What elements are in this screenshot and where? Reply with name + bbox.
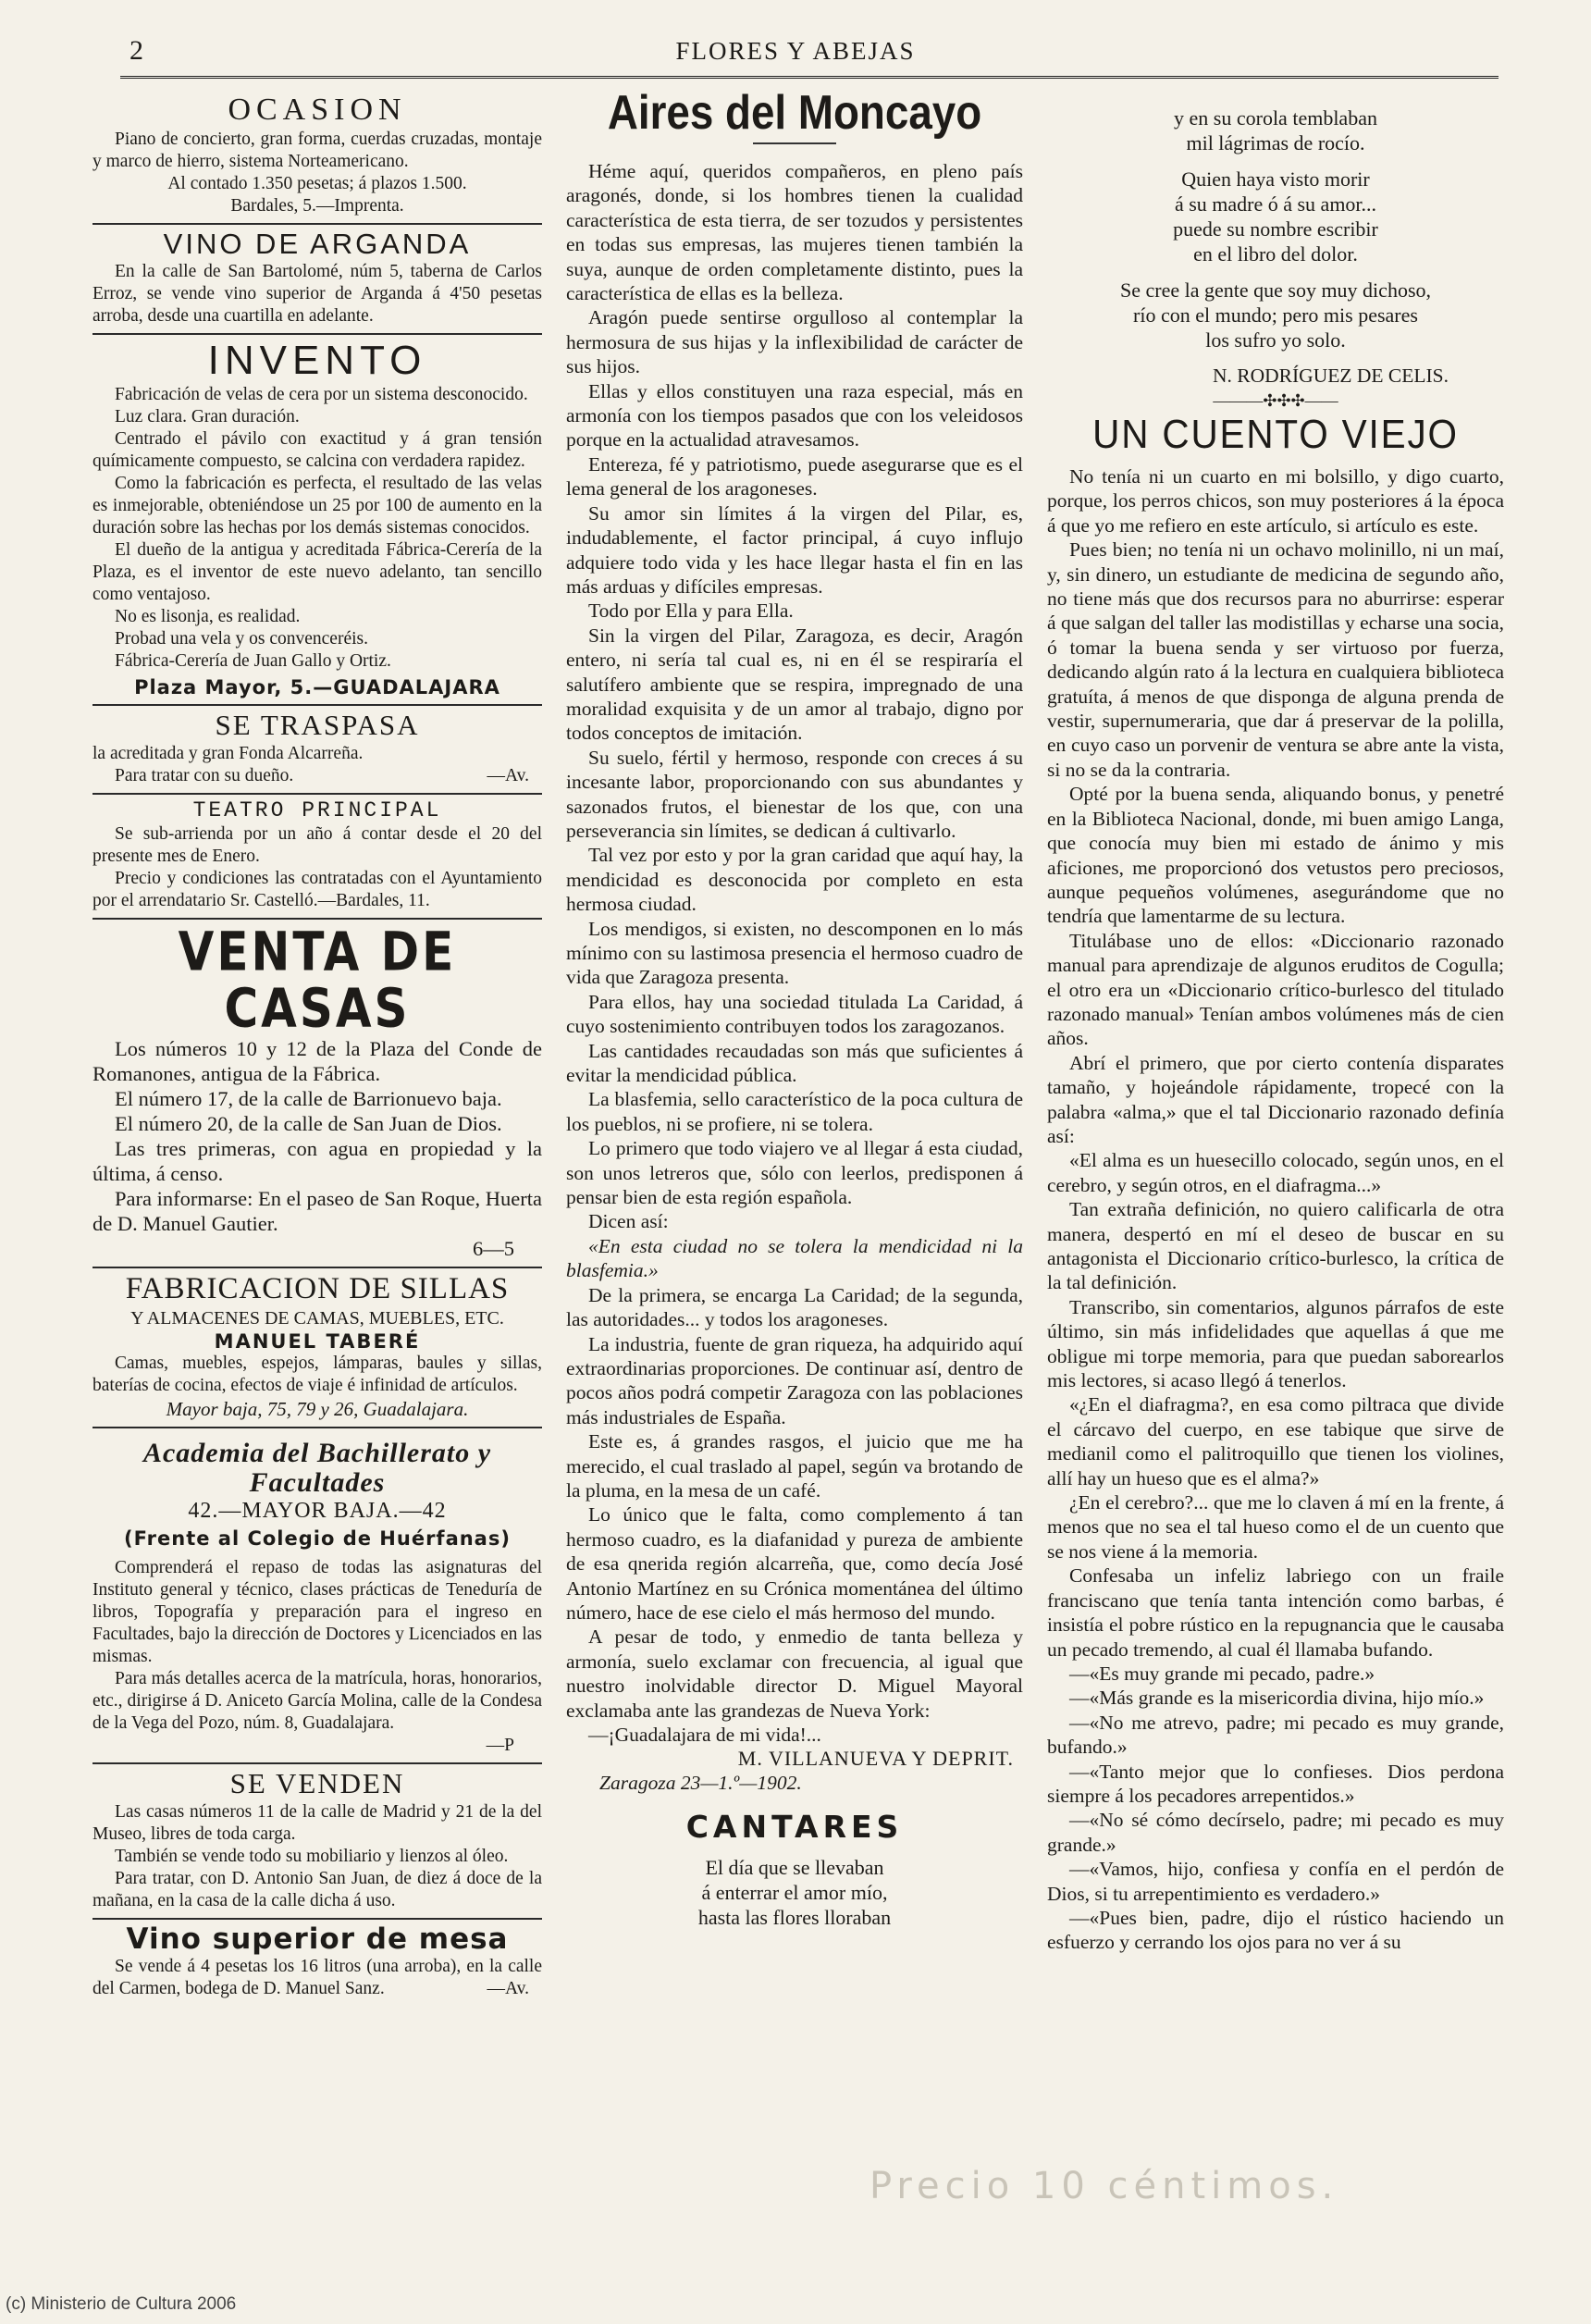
article-date: Zaragoza 23—1.º—1902. — [599, 1772, 802, 1795]
ad-text: la acreditada y gran Fonda Alcarreña. — [92, 743, 364, 763]
story-paragraph: —«Más grande es la misericordia divina, hijo mío.» — [1069, 1687, 1485, 1710]
ad-text: Centrado el pávilo con exactitud y á gran tensión químicamente compuesto, se calcina con verdadera rapidez. — [92, 429, 542, 472]
ad-text: En la calle de San Bartolomé, núm 5, taberna de Carlos Erroz, se vende vino superior de Arganda á 4'50 pesetas arroba, desde una cuartilla en adelante. — [92, 262, 542, 327]
story-paragraph: —«Pues bien, padre, dijo el rústico haciendo un esfuerzo y cerrando los ojos para no ver á su — [1047, 1906, 1504, 1954]
poem-line: puede su nombre escribir — [1173, 217, 1378, 241]
article-paragraph: Para ellos, hay una sociedad titulada La Caridad, á cuyo sostenimiento contribuyen todos los zaragozanos. — [566, 990, 1023, 1038]
ad-signature: —P — [486, 1736, 514, 1755]
ad-title: FABRICACION DE SILLAS — [125, 1272, 510, 1306]
ad-text: El número 17, de la calle de Barrionuevo baja. — [115, 1087, 502, 1111]
ad-title: Vino superior de mesa — [126, 1922, 509, 1956]
ad-ocasion — [92, 89, 542, 225]
story-paragraph: Titulábase uno de ellos: «Diccionario razonado manual para aprendizaje de algunos eruditos de Cogulla; el otro era un «Diccionario crítico-burlesco del titulado razonado manual» Tenían ambos volúmenes más de cien años. — [1047, 929, 1504, 1050]
copyright-footer: (c) Ministerio de Cultura 2006 — [6, 2294, 237, 2314]
ad-text: Para más detalles acerca de la matrícula, horas, honorarios, etc., dirigirse á D. Aniceto García Molina, calle de la Condesa de la Vega del Pozo, núm. 8, Guadalajara. — [92, 1669, 542, 1733]
ad-venden — [92, 1764, 542, 1920]
article-paragraph: Entereza, fé y patriotismo, puede asegurarse que es el lema general de los aragoneses. — [566, 452, 1023, 501]
ad-text: El número 20, de la calle de San Juan de Dios. — [115, 1112, 502, 1136]
story-column — [1047, 89, 1504, 1955]
article-title: Aires del Moncayo — [607, 86, 982, 140]
ad-text: Bardales, 5.—Imprenta. — [230, 195, 404, 216]
story-paragraph: —«Es muy grande mi pecado, padre.» — [1069, 1662, 1375, 1685]
ad-signature: —Av. — [487, 765, 529, 785]
article-paragraph: Tal vez por esto y por la gran caridad que aquí hay, la mendicidad es desconocida por completo en esta hermosa ciudad. — [566, 844, 1023, 916]
story-paragraph: —«Vamos, hijo, confiesa y confía en el perdón de Dios, si tu arrepentimiento es verdadero.» — [1047, 1858, 1504, 1905]
story-paragraph: «¿En el diafragma?, en esa como piltraca que divide el cárcavo del cuerpo, en ese tabique que sirve de medianil como el palitroquillo que tienen los violines, allí hay un hueso que es el alma?» — [1047, 1393, 1504, 1490]
ad-text-body: Se vende á 4 pesetas los 16 litros (una arroba), en la calle del Carmen, bodega de D. Manuel Sanz. — [92, 1957, 542, 1999]
ads-column — [92, 89, 542, 2006]
article-paragraph: Dicen así: — [588, 1210, 669, 1233]
story-paragraph: Confesaba un infeliz labriego con un fraile franciscano que tenía tanta intención como barbas, é insistía el pobre rústico en la repugnancia que le causaba un pecado tremendo, al cual él llamaba bufando. — [1047, 1564, 1504, 1661]
ad-text: Al contado 1.350 pesetas; á plazos 1.500. — [167, 173, 467, 193]
ad-address: Mayor baja, 75, 79 y 26, Guadalajara. — [166, 1397, 469, 1420]
ad-sillas — [92, 1268, 542, 1428]
ad-text: Camas, muebles, espejos, lámparas, baules y sillas, baterías de cocina, efectos de viaje é infinidad de artículos. — [92, 1353, 542, 1395]
ad-invento — [92, 335, 542, 706]
article-column — [566, 86, 1023, 1941]
title-rule — [753, 142, 836, 144]
ad-text: También se vende todo su mobiliario y lienzos al óleo. — [115, 1846, 509, 1866]
article-paragraph: A pesar de todo, y enmedio de tanta belleza y armonía, suelo exclamar con frecuencia, al igual que nuestro inolvidable director D. Miguel Mayoral exclamaba ante las grandezas de Nueva York: — [566, 1626, 1023, 1722]
page-title: FLORES Y ABEJAS — [675, 37, 916, 65]
ad-title: VINO DE ARGANDA — [163, 227, 472, 260]
ad-text: Como la fabricación es perfecta, el resultado de las velas es inmejorable, obteniéndose un 25 por 100 de aumento en la duración sobre las hechas por los demás sistemas conocidos. — [92, 474, 542, 538]
article-paragraph: La industria, fuente de gran riqueza, ha adquirido aquí extraordinarias proporciones. De continuar así, dentro de pocos años podrá competir Zaragoza con las poblaciones más industriales de España. — [566, 1332, 1023, 1428]
poem-stanza — [566, 1855, 1023, 1930]
ad-teatro — [92, 795, 542, 920]
article-paragraph: La blasfemia, sello característico de la poca cultura de los pueblos, ni se profiere, ni se tolera. — [566, 1088, 1023, 1135]
cantares-title: CANTARES — [685, 1809, 904, 1846]
ad-text: Los números 10 y 12 de la Plaza del Conde de Romanones, antigua de la Fábrica. — [92, 1037, 542, 1086]
ad-text: Para informarse: En el paseo de San Roque, Huerta de D. Manuel Gautier. — [92, 1187, 542, 1236]
article-quote: «En esta ciudad no se tolera la mendicidad ni la blasfemia.» — [566, 1234, 1023, 1282]
article-paragraph: Su suelo, fértil y hermoso, responde con creces á su incesante labor, proporcionando con sus abundantes y sazonados frutos, el bienestar de los que, con una perseverancia sin límites, se dedican á cultivarlo. — [566, 746, 1023, 842]
running-head — [130, 35, 1462, 68]
ad-signature: —Av. — [487, 1979, 529, 1999]
article-paragraph: Las cantidades recaudadas son más que suficientes á evitar la mendicidad pública. — [566, 1039, 1023, 1087]
article-paragraph: Sin la virgen del Pilar, Zaragoza, es decir, Aragón entero, ni sería tal cual es, ni en él se respiraría el salutífero ambiente que se respira, impregnado de una moralidad exquisita y de un amor al trabajo, digno por todos conceptos de imitación. — [566, 624, 1023, 745]
ad-text — [92, 765, 542, 787]
story-paragraph: Transcribo, sin comentarios, algunos párrafos de este último, sin más infidelidades que aquellas á que me obligue mi torpe memoria, para que puedan saborearlos mis lectores, si acaso llegó á tenerlos. — [1047, 1295, 1504, 1392]
ad-address: Plaza Mayor, 5.—GUADALAJARA — [134, 676, 500, 699]
poem-line: mil lágrimas de rocío. — [1186, 131, 1365, 155]
ad-traspasa — [92, 706, 542, 795]
poem-line: á su madre ó á su amor... — [1174, 192, 1377, 216]
story-paragraph: Abrí el primero, que por cierto contenía disparates tamaño, y hojeándole rápidamente, tropecé con la palabra «alma,» que el tal Diccionario razonado definía así: — [1047, 1051, 1504, 1147]
ad-title: VENTA DE CASAS — [178, 921, 457, 1039]
poem-stanza — [1047, 105, 1504, 155]
poem-line: Se cree la gente que soy muy dichoso, — [1119, 278, 1431, 302]
ad-vino-arganda — [92, 225, 542, 336]
ad-venta-casas — [92, 920, 542, 1268]
article-paragraph: Los mendigos, si existen, no descomponen en lo más mínimo con su lastimosa presencia el hermoso cuadro de vida que Zaragoza presenta. — [566, 917, 1023, 989]
story-paragraph: —«Tanto mejor que lo confieses. Dios perdona siempre á los pecadores arrepentidos.» — [1047, 1760, 1504, 1807]
article-paragraph: Aragón puede sentirse orgulloso al contemplar la hermosura de sus hijas y la inflexibilidad de carácter de sus hijos. — [566, 306, 1023, 378]
story-paragraph: No tenía ni un cuarto en mi bolsillo, y digo cuarto, porque, los perros chicos, son muy posteriores á la época á que yo me refiero en este artículo, si artículo es este. — [1047, 465, 1504, 537]
story-title: UN CUENTO VIEJO — [1092, 412, 1459, 457]
ad-title: TEATRO PRINCIPAL — [192, 797, 442, 822]
ad-text: El dueño de la antigua y acreditada Fábrica-Cerería de la Plaza, es el inventor de este nuevo adelanto, tan sencillo como ventajoso. — [92, 540, 542, 605]
poem-line: á enterrar el amor mío, — [701, 1881, 888, 1905]
ad-text: Se sub-arrienda por un año á contar desde el 20 del presente mes de Enero. — [92, 824, 542, 867]
poem-stanza — [1047, 167, 1504, 266]
ad-text: Probad una vela y os convenceréis. — [115, 629, 368, 649]
story-paragraph: Opté por la buena senda, aliquando bonus, y penetré en la Biblioteca Nacional, donde, mi buen amigo Langa, que conocía muy bien mi estado de ánimo y mis aficiones, me proporcionó dos vetustos pero preciosos, aunque pequeños volúmenes, asegurándome que no tendría que lamentarme de su lectura. — [1047, 783, 1504, 928]
article-paragraph: De la primera, se encarga La Caridad; de la segunda, las autoridades... y todos los aragoneses. — [566, 1283, 1023, 1331]
ad-code: 6—5 — [473, 1237, 514, 1261]
story-paragraph: Tan extraña definición, no quiero calificarla de otra manera, despertó en mí el deseo de buscar en su antagonista el Diccionario crítico-burlesco, la crítica de la tal definición. — [1047, 1198, 1504, 1294]
poem-line: en el libro del dolor. — [1193, 242, 1358, 266]
ad-subtitle: Y ALMACENES DE CAMAS, MUEBLES, ETC. — [130, 1307, 504, 1329]
article-paragraph: Este es, á grandes rasgos, el juicio que me ha merecido, el cual traslado al papel, según va brotando de la pluma, en la mesa de un café. — [566, 1430, 1023, 1502]
article-author: M. VILLANUEVA Y DEPRIT. — [737, 1747, 1014, 1771]
article-paragraph: Lo primero que todo viajero ve al llegar á esta ciudad, son unos letreros que, sólo con leerlos, predisponen á pensar bien de esta región española. — [566, 1137, 1023, 1209]
story-paragraph: —«No sé cómo decírselo, padre; mi pecado es muy grande.» — [1047, 1809, 1504, 1856]
ad-title: Academia del Bachillerato y Facultades — [142, 1438, 492, 1498]
ad-text: Precio y condiciones las contratadas con el Ayuntamiento por el arrendatario Sr. Castelló.—Bardales, 11. — [92, 869, 542, 911]
poem-line: y en su corola temblaban — [1174, 106, 1377, 130]
article-paragraph: Héme aquí, queridos compañeros, en pleno país aragonés, donde, si los hombres tienen la cualidad característica de esta tierra, de ser tozudos y persistentes en todas sus empresas, las mujeres tienen también la suya, aunque de orden completamente distinto, pues la característica de ellas es la belleza. — [566, 160, 1023, 305]
poem-line: Quien haya visto morir — [1181, 167, 1370, 191]
ad-text: Fábrica-Cerería de Juan Gallo y Ortiz. — [115, 651, 391, 672]
poem-stanza — [1047, 278, 1504, 352]
ad-text: Para tratar, con D. Antonio San Juan, de diez á doce de la mañana, en la casa de la calle dicha á uso. — [92, 1868, 542, 1910]
poem-line: El día que se llevaban — [705, 1856, 884, 1880]
ad-title: INVENTO — [207, 338, 427, 384]
faded-price-stamp: Precio 10 céntimos. — [870, 2165, 1339, 2207]
page-number: 2 — [130, 35, 143, 66]
article-paragraph: Ellas y ellos constituyen una raza especial, más en armonía con los tiempos pasados que con los veleidosos porque en la actualidad atravesamos. — [566, 379, 1023, 451]
ad-text — [92, 1956, 542, 2000]
poem-line: hasta las flores lloraban — [697, 1906, 892, 1930]
ad-owner: MANUEL TABERÉ — [214, 1329, 421, 1353]
ad-text: Fabricación de velas de cera por un sistema desconocido. — [115, 385, 528, 405]
ad-subtitle: (Frente al Colegio de Huérfanas) — [124, 1527, 511, 1550]
ad-text: No es lisonja, es realidad. — [115, 607, 301, 627]
ad-text: Las tres primeras, con agua en propiedad y la última, á censo. — [92, 1137, 542, 1186]
ad-vino-mesa — [92, 1920, 542, 2007]
poem-author: N. RODRÍGUEZ DE CELIS. — [1213, 365, 1449, 387]
flourish-ornament: ———✣✣✣—— — [1213, 391, 1338, 410]
story-paragraph: ¿En el cerebro?... que me lo claven á mí en la frente, á menos que no sea el tal hueso como el de un cuento que se nos viene á la memoria. — [1047, 1491, 1504, 1563]
article-paragraph: Todo por Ella y para Ella. — [588, 600, 794, 623]
story-paragraph: Pues bien; no tenía ni un ochavo molinillo, ni un maí, y, sin dinero, un estudiante de medicina de segundo año, no tiene más que dos recursos para no aburrirse: esperar á que salgan del taller las modistillas y echarse una socia, ó tomar la buena senda y ser virtuoso por fuerza, dedicando algún rato á la lectura en cualquiera biblioteca gratuíta, á menos de que disponga de alguna prenda de vestir, supernumeraria, que dar á preservar de la polilla, en cuyo caso un porvenir de ventura se abre ante la vista, si no se da la contraria. — [1047, 538, 1504, 781]
ad-title: OCASION — [228, 93, 407, 127]
ad-text: Comprenderá el repaso de todas las asignaturas del Instituto general y técnico, clases prácticas de Teneduría de libros, Topografía y preparación para el ingreso en Facultades, bajo la dirección de Doctores y Licenciados en las mismas. — [92, 1558, 542, 1666]
ad-academia — [92, 1428, 542, 1764]
ad-text: Las casas números 11 de la calle de Madrid y 21 de la del Museo, libres de toda carga. — [92, 1801, 542, 1844]
ad-title: SE TRASPASA — [215, 709, 420, 742]
story-paragraph: —«No me atrevo, padre; mi pecado es muy grande, bufando.» — [1047, 1711, 1504, 1759]
article-paragraph: Su amor sin límites á la virgen del Pilar, es, indudablemente, el factor principal, á cuyo influjo adquiere todo vida y les hace llegar hasta el fin en las más arduas y difíciles empresas. — [566, 501, 1023, 598]
ad-title: SE VENDEN — [229, 1767, 405, 1799]
poem-line: río con el mundo; pero mis pesares — [1133, 303, 1418, 327]
ad-contact: Para tratar con su dueño. — [115, 765, 294, 785]
story-paragraph: «El alma es un huesecillo colocado, según unos, en el cerebro, y según otros, en el diafragma...» — [1047, 1149, 1504, 1196]
ad-text: Luz clara. Gran duración. — [115, 407, 300, 427]
ad-address: 42.—MAYOR BAJA.—42 — [188, 1499, 447, 1523]
header-rule — [120, 76, 1498, 79]
article-paragraph: —¡Guadalajara de mi vida!... — [588, 1724, 821, 1746]
poem-line: los sufro yo solo. — [1205, 328, 1346, 352]
ad-text: Piano de concierto, gran forma, cuerdas cruzadas, montaje y marco de hierro, sistema Norteamericano. — [92, 129, 542, 171]
article-paragraph: Lo único que le falta, como complemento á tan hermoso cuadro, es la diafanidad y pureza de ambiente de esa qnerida región alcarreña, que, como decía José Antonio Martínez en su Crónica momentánea del último número, hace de ese cielo el más hermoso del mundo. — [566, 1503, 1023, 1624]
